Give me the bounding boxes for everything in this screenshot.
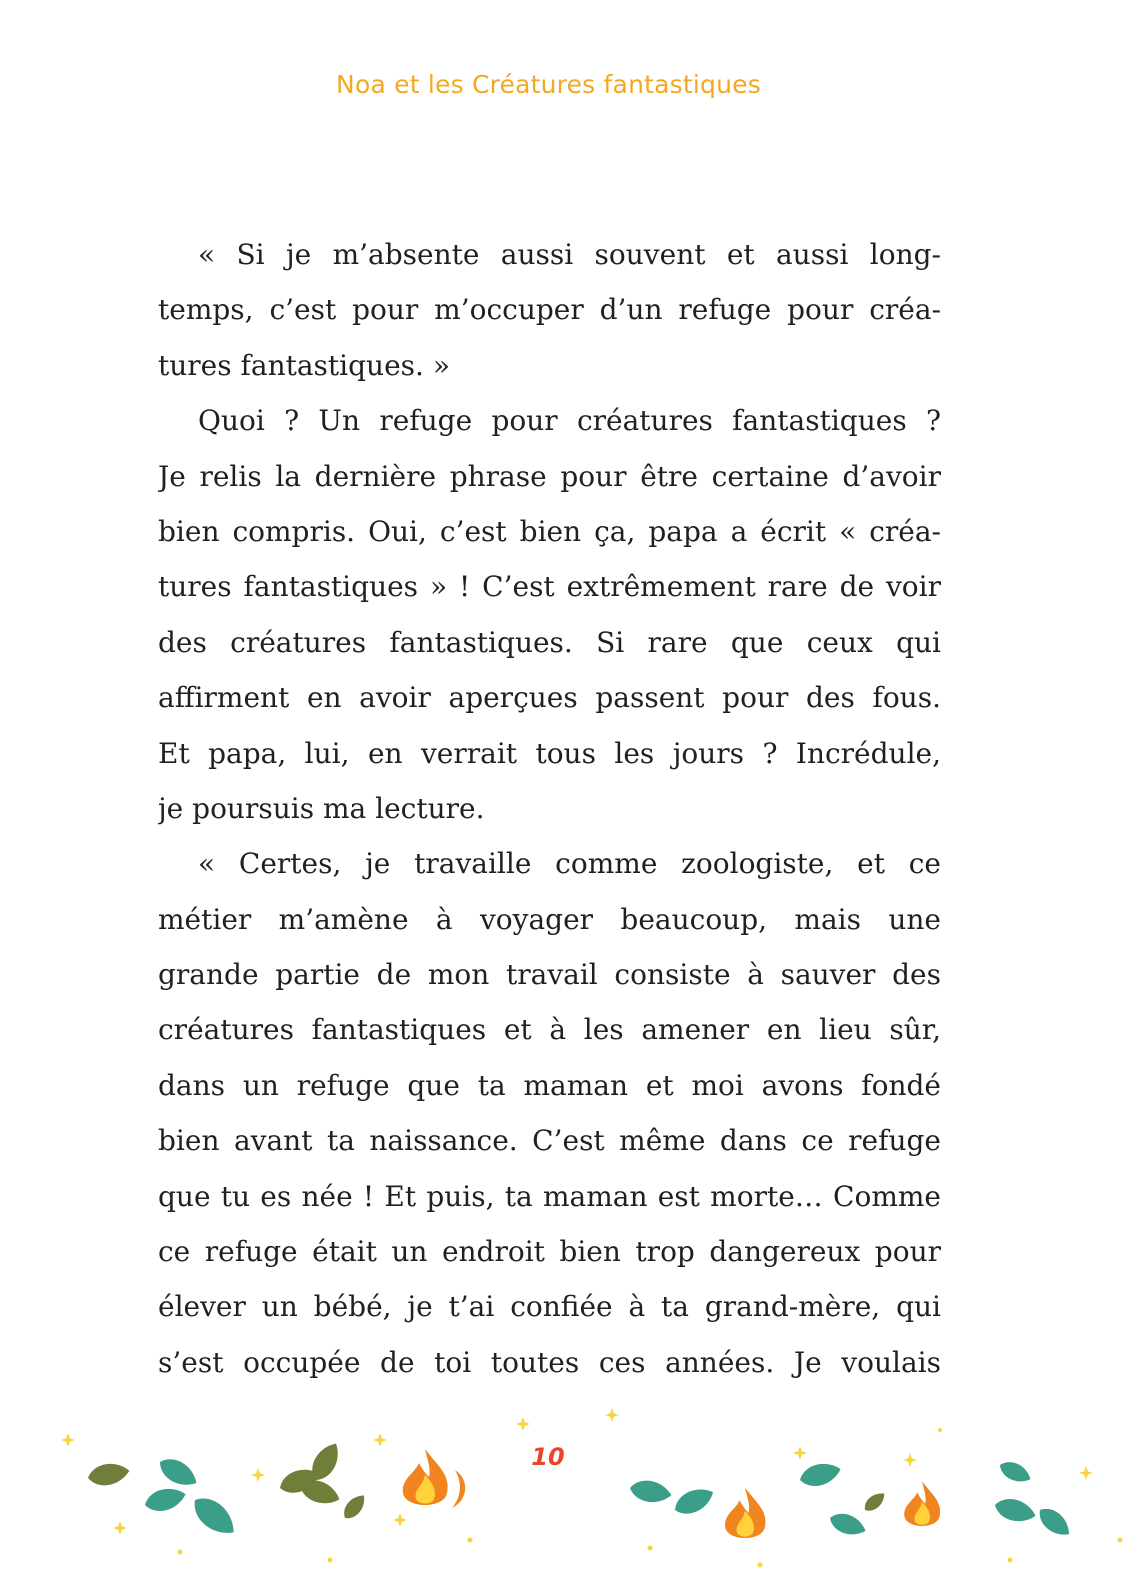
text-line: Quoi ? Un refuge pour créatures fantastiques ?	[198, 404, 941, 438]
text-line: créatures fantastiques et à les amener en lieu sûr,	[158, 1013, 941, 1047]
text-line: Et papa, lui, en verrait tous les jours ? Incrédule,	[158, 736, 941, 770]
text-line: temps, c’est pour m’occuper d’un refuge pour créa-	[158, 293, 941, 327]
text-line: bien avant ta naissance. C’est même dans ce refuge	[158, 1124, 941, 1158]
text-line: des créatures fantastiques. Si rare que ceux qui	[158, 625, 941, 659]
body-text	[158, 227, 941, 1390]
text-line: « Certes, je travaille comme zoologiste, et ce	[198, 847, 941, 881]
text-line: ce refuge était un endroit bien trop dangereux pour	[158, 1235, 941, 1269]
footer-decoration	[0, 1400, 1142, 1575]
text-line: « Si je m’absente aussi souvent et aussi long-	[198, 238, 941, 271]
text-line: je poursuis ma lecture.	[158, 791, 485, 825]
text-line: Je relis la dernière phrase pour être certaine d’avoir	[158, 459, 941, 493]
sparkle-icon	[61, 1408, 1123, 1568]
text-line: grande partie de mon travail consiste à sauver des	[158, 958, 941, 992]
leaf-icon	[628, 1457, 1075, 1541]
text-line: tures fantastiques. »	[158, 348, 450, 382]
leaf-icon	[86, 1438, 369, 1542]
text-line: bien compris. Oui, c’est bien ça, papa a écrit « créa-	[158, 514, 941, 548]
text-line: s’est occupée de toi toutes ces années. Je voulais	[158, 1345, 941, 1379]
text-line: tures fantastiques » ! C’est extrêmement rare de voir	[158, 570, 941, 604]
running-title: Noa et les Créatures fantastiques	[336, 70, 761, 99]
text-line: élever un bébé, je t’ai confiée à ta grand-mère, qui	[158, 1290, 941, 1324]
text-line: dans un refuge que ta maman et moi avons fondé	[158, 1068, 941, 1102]
text-line: affirment en avoir aperçues passent pour des fous.	[158, 681, 941, 715]
text-line: que tu es née ! Et puis, ta maman est morte… Comme	[158, 1179, 941, 1213]
text-line: métier m’amène à voyager beaucoup, mais une	[158, 902, 941, 936]
page-number: 10	[531, 1443, 565, 1471]
flame-icon	[403, 1449, 465, 1508]
flame-icon	[725, 1481, 940, 1538]
